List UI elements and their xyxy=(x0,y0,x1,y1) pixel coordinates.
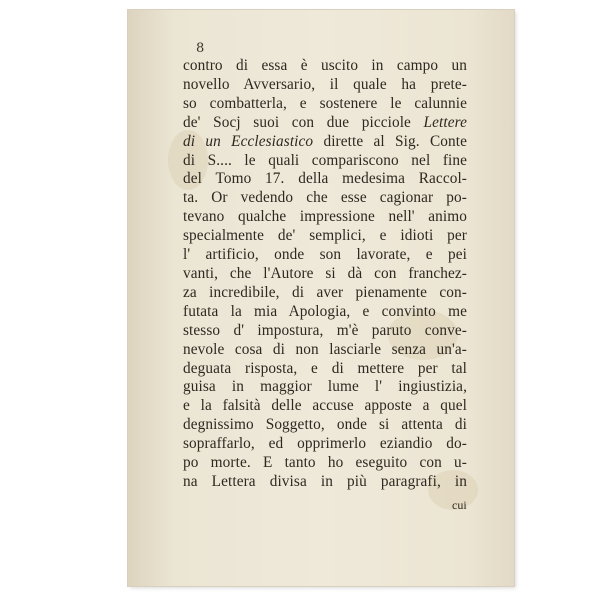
text-line: nevole cosa di non lasciarle senza un'a- xyxy=(183,340,467,358)
text-line: futata la mia Apologia, e convinto me xyxy=(183,302,467,320)
text-line: stesso d' impostura, m'è paruto conve- xyxy=(183,321,467,339)
text-line: di un Ecclesiastico dirette al Sig. Conte xyxy=(183,132,467,150)
text-line: novello Avversario, il quale ha prete- xyxy=(183,75,467,93)
text-line: sopraffarlo, ed opprimerlo eziandio do- xyxy=(183,435,467,453)
text-line: del Tomo 17. della medesima Raccol- xyxy=(183,170,467,188)
text-line: deguata risposta, e di mettere per tal xyxy=(183,359,467,377)
text-line: vanti, che l'Autore si dà con franchez- xyxy=(183,264,467,282)
text-line: ta. Or vedendo che esse cagionar po- xyxy=(183,189,467,207)
text-line: di S.... le quali compariscono nel fine xyxy=(183,151,467,169)
catchword: cui xyxy=(452,498,467,512)
text-line: so combatterla, e sostenere le calunnie xyxy=(183,94,467,112)
page-number: 8 xyxy=(196,41,205,56)
italic-title: Lettere xyxy=(423,113,467,131)
text-line: na Lettera divisa in più paragrafi, in xyxy=(183,472,467,490)
text-line: e la falsità delle accuse apposte a quel xyxy=(183,397,467,415)
text-line: po morte. E tanto ho eseguito con u- xyxy=(183,454,467,472)
text-line: specialmente de' semplici, e idioti per xyxy=(183,227,467,245)
text-line: guisa in maggior lume l' ingiustizia, xyxy=(183,378,467,396)
italic-title: di un Ecclesiastico xyxy=(183,132,314,150)
body-text xyxy=(183,57,483,492)
text-line: l' artificio, onde son lavorate, e pei xyxy=(183,246,467,264)
text-line: tevano qualche impressione nell' animo xyxy=(183,208,467,226)
text-line: contro di essa è uscito in campo un xyxy=(183,57,467,74)
text-line: de' Socj suoi con due picciole Lettere xyxy=(183,113,467,131)
text-line: degnissimo Soggetto, onde si attenta di xyxy=(183,416,467,434)
text-line: za incredibile, di aver pienamente con- xyxy=(183,283,467,301)
